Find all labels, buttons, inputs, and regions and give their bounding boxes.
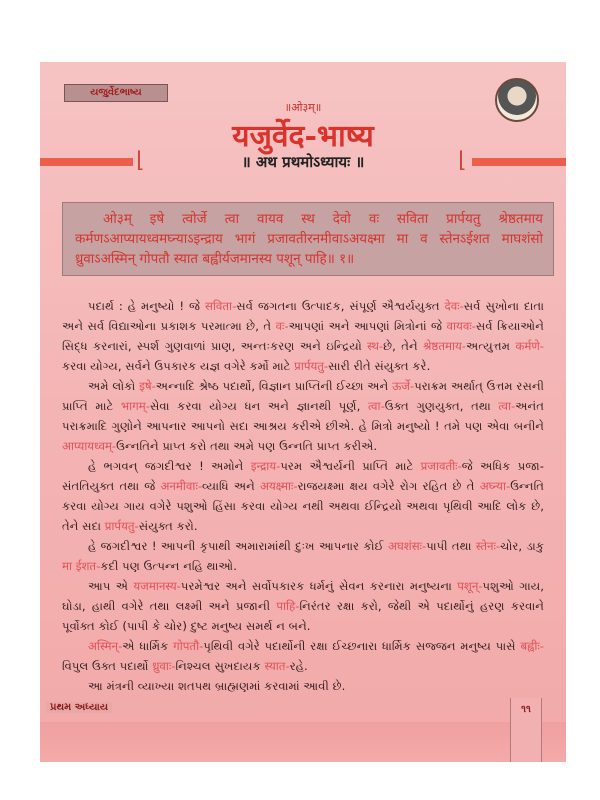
paragraph-text: સર્વ સુખોના દાતા અને સર્વ વિદ્યાઓના પ્રકાશક પરમાત્મા છે, તે [62,299,544,333]
sanskrit-term: प्रार्पयतु- [104,519,139,533]
paragraph-text: પદાર્થ : હે મનુષ્યો ! જે [88,299,205,313]
paragraph [62,576,544,636]
mantra-box: ओ३म् इषे त्वोर्जे त्वा वायव स्थ देवो वः सविता प्रार्पयतु श्रेष्ठतमाय कर्मणऽआप्यायध्वमघ्न्याऽइन्द्राय भागं प्रजावतीरनमीवाऽअयक्ष्मा मा व स्तेनऽईशत माघशंसो ध्रुवाऽअस्मिन् गोपतौ स्यात बह्वीर्यजमानस्य पशून् पाहि॥ १॥ [62,202,554,276]
sanskrit-term: सविता- [204,299,237,313]
sanskrit-term: ऊर्जे- [392,379,415,393]
paragraph-text: રહે. [289,659,308,673]
paragraph-text: નિરંતર રક્ષા કરો, જેથી એ પદાર્થોનું હરણ કરવાને પૂર્વોક્ત કોઈ (પાપી કે ચોર) દુષ્ટ મનુષ્ય સમર્થ ન બને. [62,599,544,633]
sanskrit-term: पाहि- [276,599,300,613]
sanskrit-term: बह्वीः- [520,639,545,653]
paragraph-text: એ ધાર્મિક [122,639,174,653]
sanskrit-term: वायवः- [446,319,476,333]
chapter-heading: ॥ अथ प्रथमोऽध्यायः ॥ [241,153,365,171]
paragraph-text: આ મંત્રની વ્યાખ્યા શતપથ બ્રાહ્મણમાં કરવામાં આવી છે. [88,679,346,693]
paragraph-text: ઉન્નતિ કરવા યોગ્ય ગાય વગેરે પશુઓ હિંસા કરવા યોગ્ય નથી અથવા ઈન્દ્રિયો અથવા પૃથિવી આદિ લોક છે, તેને સદા [62,479,544,533]
sanskrit-term: त्वा- [498,399,516,413]
sanskrit-term: ध्रुवाः- [152,659,176,673]
paragraph-text: રાજયક્ષ્મા ક્ષય વગેરે રોગ રહિત છે તે [297,479,480,493]
paragraph-text: છે, તેને [383,339,424,353]
paragraph-text: સેવા કરવા યોગ્ય ધન અને જ્ઞાનથી પૂર્ણ, [149,399,368,413]
sanskrit-term: भागम्- [120,399,150,413]
sanskrit-term: कर्मणे- [515,339,545,353]
paragraph-text: અત્યુત્તમ [466,339,516,353]
sanskrit-term: अघशंसः- [387,539,427,553]
paragraph-text: કરવા યોગ્ય, સર્વને ઉપકારક યજ્ઞ વગેરે કર્મો માટે [62,359,295,373]
sanskrit-term: स्थ- [367,339,384,353]
sanskrit-term: पशून्- [457,579,483,593]
paragraph-text: વિપુલ ઉક્ત પદાર્થો [62,659,153,673]
sanskrit-term: मा ईशत- [62,559,101,573]
footer-chapter-label: પ્રથમ અધ્યાય [46,702,112,713]
book-page [40,62,566,762]
sanskrit-term: श्रेष्ठतमाय- [423,339,466,353]
sanskrit-term: वः- [275,319,289,333]
paragraph-text: હે ભગવન્ જગદીશ્વર ! અમોને [88,459,251,473]
sanskrit-term: यजमानस्य- [133,579,181,593]
sanskrit-term: अयक्ष्माः- [260,479,298,493]
sanskrit-term: इषे- [139,379,156,393]
paragraph-text: પરમેશ્વર અને સર્વોપકારક ધર્મનું સેવન કરનારા મનુષ્યના [180,579,458,593]
decorative-bracket-right: ⌊ [458,148,467,173]
decorative-bracket-left: ⌊ [136,148,145,173]
paragraph [62,376,544,456]
sanskrit-term: देवः- [444,299,464,313]
paragraph [62,296,544,376]
sanskrit-term: प्रार्पयतु- [294,359,329,373]
commentary-body [62,296,544,696]
paragraph-text: ઉક્ત ગુણયુક્ત, તથા [384,399,499,413]
sanskrit-term: गोपतौ- [173,639,204,653]
paragraph-text: કદી પણ ઉત્પન્ન નહિ થાઓ. [100,559,237,573]
sanskrit-term: स्यात- [264,659,290,673]
sanskrit-term: अनमीवाः- [160,479,203,493]
paragraph [62,636,544,676]
paragraph-text: હે જગદીશ્વર ! આપની કૃપાથી અમારામાંથી દુઃખ આપનાર કોઈ [88,539,388,553]
sanskrit-term: अस्मिन्- [88,639,123,653]
paragraph-text: ચોર, ડાકુ [500,539,545,553]
paragraph-text: આપ એ [88,579,134,593]
om-symbol: ॥ओ३म्॥ [284,101,322,114]
paragraph-text: પાપી તથા [426,539,476,553]
paragraph-text: અમે લોકો [88,379,140,393]
paragraph-text: સંયુક્ત કરો. [138,519,198,533]
sanskrit-term: आप्यायध्वम्- [62,439,117,453]
page-number: ૧૧ [510,698,542,762]
paragraph-text: વ્યાધિ અને [202,479,261,493]
paragraph-text: પૃથિવી વગેરે પદાર્થોની રક્ષા ઈચ્છનારા ધાર્મિક સજ્જન મનુષ્ય પાસે [203,639,521,653]
paragraph-text: જે અધિક પ્રજા-સંતતિયુક્ત તથા જે [62,459,544,493]
paragraph [62,536,544,576]
paragraph [62,676,544,696]
sanskrit-term: स्तेनः- [475,539,501,553]
paragraph-text: આપણાં અને આપણાં મિત્રોનાં જે [288,319,447,333]
paragraph-text: નિશ્ચલ સુખદાયક [175,659,265,673]
footer-band [40,722,566,762]
paragraph-text: અનંત પરાક્રમાદિ ગુણોને આપનાર આપનો સદા આશ્રય કરીએ છીએ. હે મિત્રો મનુષ્યો ! તમે પણ એવા બનીને [62,399,544,433]
paragraph-text: પશુઓ ગાય, ઘોડા, હાથી વગેરે તથા લક્ષ્મી અને પ્રજાની [62,579,544,613]
paragraph-text: સર્વ ક્રિયાઓને સિદ્ધ કરનારાં, સ્પર્શ ગુણવાળાં પ્રાણ, અન્તઃકરણ અને ઇન્દ્રિયો [62,319,544,353]
sanskrit-term: त्वा- [367,399,385,413]
sanskrit-term: इन्द्राय- [250,459,281,473]
paragraph [62,456,544,536]
paragraph-text: પરાક્રમ અર્થાત્ ઉત્તમ રસની પ્રાપ્તિ માટે [62,379,544,413]
page-title: यजुर्वेद-भाष्य [232,119,374,154]
paragraph-text: સારી રીતે સંયુક્ત કરે. [328,359,431,373]
paragraph-text: ઉન્નતિને પ્રાપ્ત કરો તથા અમે પણ ઉન્નતિ પ્રાપ્ત કરીએ. [116,439,378,453]
book-title-tab: યજુર્વેદભાષ્ય [64,84,168,102]
paragraph-text: સર્વ જગતના ઉત્પાદક, સંપૂર્ણ ઐશ્વર્યયુક્ત [236,299,445,313]
sanskrit-term: प्रजावतीः- [420,459,462,473]
paragraph-text: અન્નાદિ શ્રેષ્ઠ પદાર્થો, વિજ્ઞાન પ્રાપ્તિની ઈચ્છા અને [155,379,393,393]
paragraph-text: પરમ ઐશ્વર્યની પ્રાપ્તિ માટે [280,459,421,473]
sanskrit-term: अघ्न्या- [479,479,511,493]
